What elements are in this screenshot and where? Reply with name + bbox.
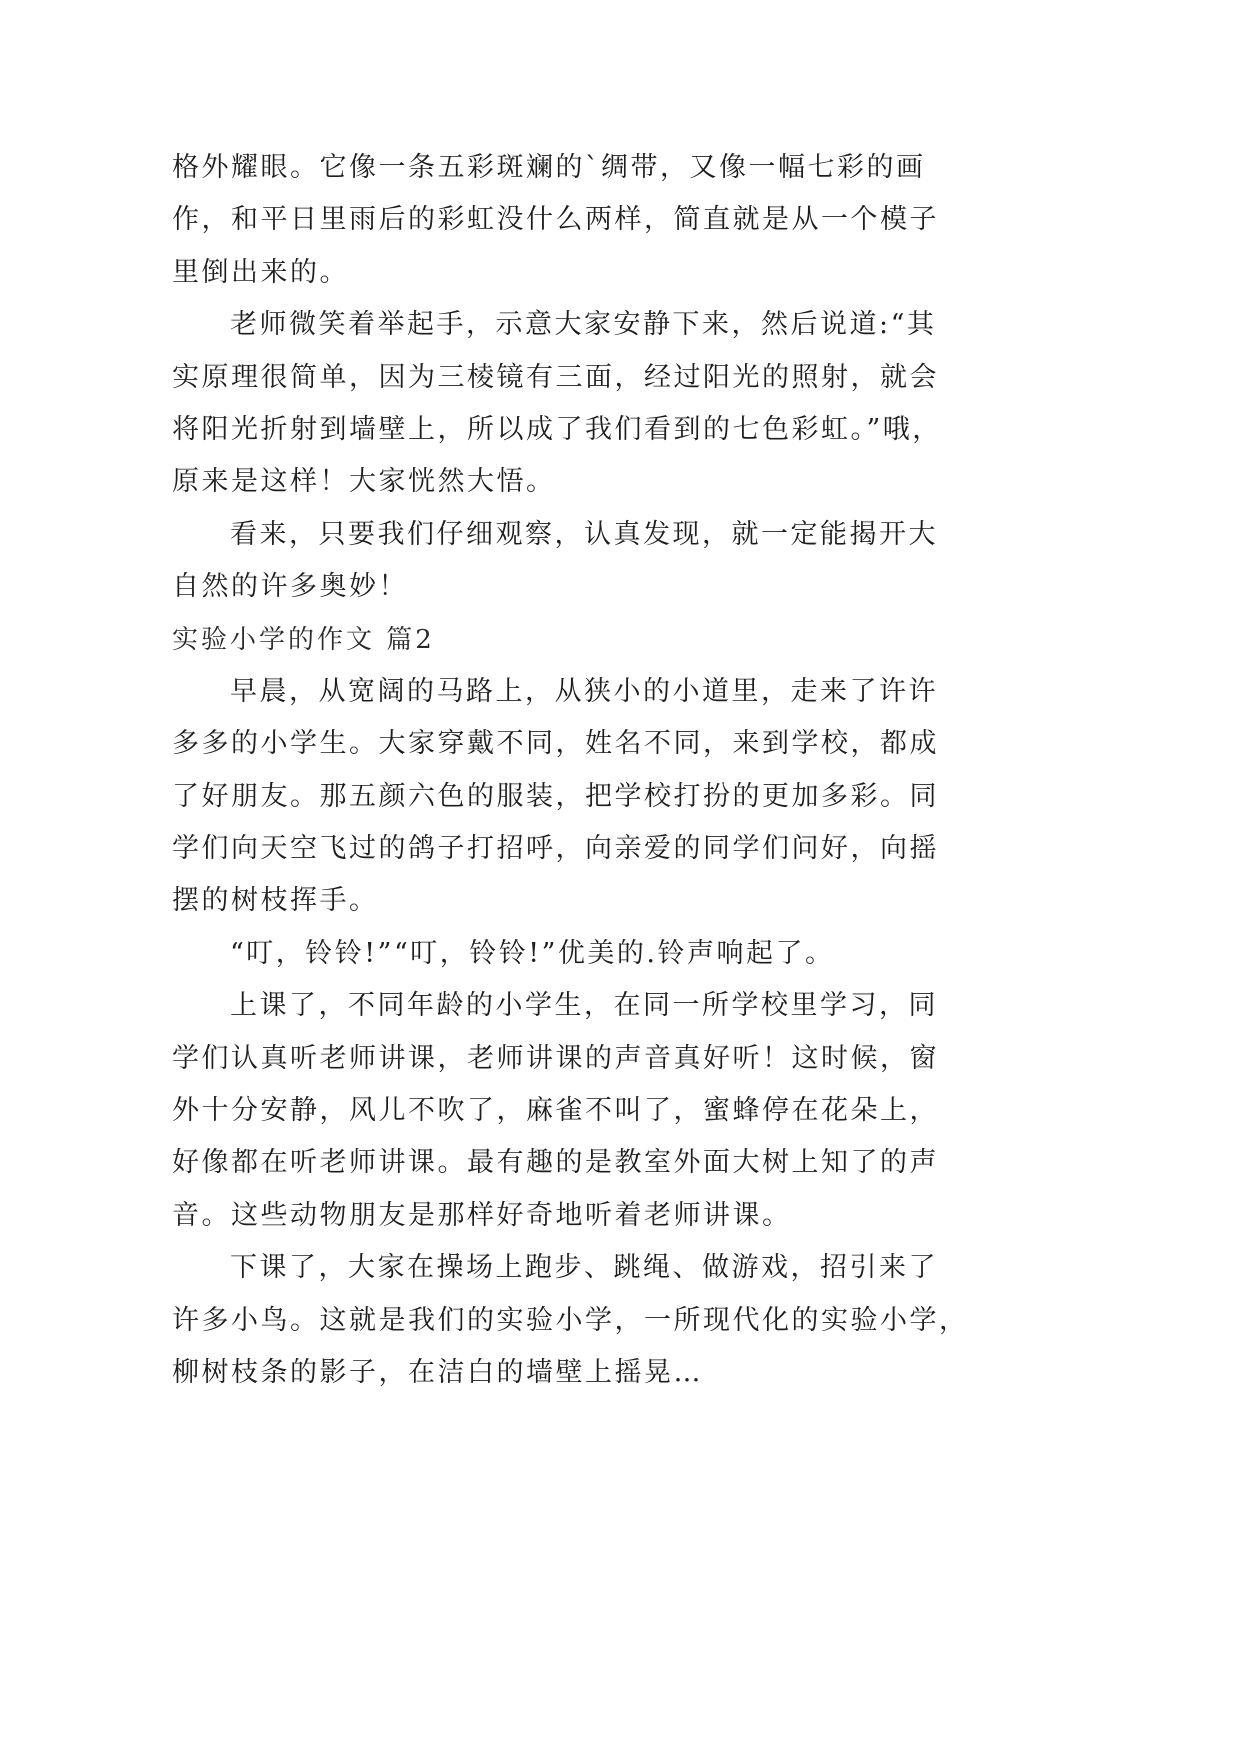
- text-line: 里倒出来的。: [172, 256, 349, 288]
- paragraph: [172, 980, 1072, 1242]
- text-line: 作，和平日里雨后的彩虹没什么两样，简直就是从一个模子: [172, 204, 939, 236]
- text-line: 下课了，大家在操场上跑步、跳绳、做游戏，招引来了: [230, 1252, 938, 1284]
- section-heading: 实验小学的作文 篇2: [172, 624, 435, 655]
- text-line: 学们向天空飞过的鸽子打招呼，向亲爱的同学们问好，向摇: [172, 833, 939, 865]
- text-line: 老师微笑着举起手，示意大家安静下来，然后说道:“其: [230, 309, 937, 341]
- text-line: 看来，只要我们仔细观察，认真发现，就一定能揭开大: [230, 518, 938, 550]
- text-line: 自然的许多奥妙！: [172, 571, 408, 603]
- text-line: 摆的树枝挥手。: [172, 885, 379, 917]
- text-line: 好像都在听老师讲课。最有趣的是教室外面大树上知了的声: [172, 1147, 939, 1179]
- text-line: 许多小鸟。这就是我们的实验小学，一所现代化的实验小学，: [172, 1304, 969, 1336]
- document-body: [172, 142, 1072, 1399]
- text-line: 多多的小学生。大家穿戴不同，姓名不同，来到学校，都成: [172, 728, 939, 760]
- paragraph: [172, 1242, 1072, 1399]
- text-line: 原来是这样！大家恍然大悟。: [172, 466, 556, 498]
- text-line: 实原理很简单，因为三棱镜有三面，经过阳光的照射，就会: [172, 361, 939, 393]
- paragraph: [172, 666, 1072, 928]
- paragraph: [172, 299, 1072, 509]
- text-line: “叮，铃铃!”“叮，铃铃!”优美的.铃声响起了。: [230, 937, 835, 969]
- paragraph: [172, 142, 1072, 299]
- paragraph: [172, 509, 1072, 614]
- text-line: 柳树枝条的影子，在洁白的墙壁上摇晃…: [172, 1356, 703, 1388]
- text-line: 音。这些动物朋友是那样好奇地听着老师讲课。: [172, 1199, 792, 1231]
- text-line: 早晨，从宽阔的马路上，从狭小的小道里，走来了许许: [230, 675, 938, 707]
- paragraph: [172, 928, 1072, 980]
- text-line: 上课了，不同年龄的小学生，在同一所学校里学习，同: [230, 990, 938, 1022]
- text-line: 了好朋友。那五颜六色的服装，把学校打扮的更加多彩。同: [172, 780, 939, 812]
- text-line: 学们认真听老师讲课，老师讲课的声音真好听！这时候，窗: [172, 1042, 939, 1074]
- text-line: 外十分安静，风儿不吹了，麻雀不叫了，蜜蜂停在花朵上，: [172, 1095, 939, 1127]
- text-line: 将阳光折射到墙壁上，所以成了我们看到的七色彩虹。”哦，: [172, 413, 942, 445]
- text-line: 格外耀眼。它像一条五彩斑斓的`绸带，又像一幅七彩的画: [172, 152, 926, 183]
